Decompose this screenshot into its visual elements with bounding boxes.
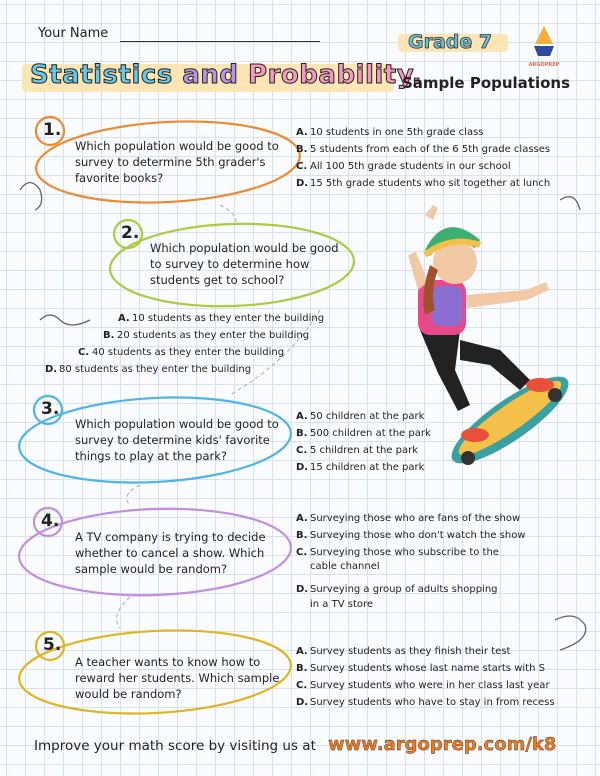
question-number: 5. [43,635,62,655]
your-name-label: Your Name [38,26,109,41]
option-d[interactable]: D. 80 students as they enter the building [45,364,252,375]
question-text: A TV company is trying to decide whether to cancel a show. Which sample would be random? [75,530,266,576]
question-text: Which population would be good to survey to determine kids' favorite things to play at the park? [75,417,279,463]
option-b[interactable]: B. 20 students as they enter the building [103,330,310,341]
title-word: Statistics [30,60,173,90]
question-number: 2. [121,223,140,243]
question-number: 1. [43,120,62,140]
page-subtitle: Sample Populations [402,74,571,92]
name-input-line[interactable] [120,41,320,42]
question-text: A teacher wants to know how to reward her students. Which sample would be random? [75,655,280,701]
question-number: 4. [41,511,60,531]
argoprep-logo [524,24,564,72]
option-c[interactable]: C. Survey students who were in her class last year [296,680,550,691]
answer-options-3 [296,408,431,476]
option-c[interactable]: C. Surveying those who subscribe to the cable channel [296,547,499,572]
option-a[interactable]: A. 10 students as they enter the building [118,313,325,324]
option-a[interactable]: A. Survey students as they finish their test [296,646,511,657]
page-title [30,60,422,90]
option-b[interactable]: B. 500 children at the park [296,428,431,439]
option-d[interactable]: D. 15 children at the park [296,462,425,473]
title-word: and [182,60,239,90]
answer-options-4 [296,510,546,612]
option-a[interactable]: A. 10 students in one 5th grade class [296,127,484,138]
ship-icon [531,24,557,58]
question-text: Which population would be good to survey to determine how students get to school? [150,241,339,287]
title-word: Probability. [248,60,423,90]
answer-options-1 [296,124,550,192]
option-b[interactable]: B. 5 students from each of the 6 5th grade classes [296,144,551,155]
option-a[interactable]: A. Surveying those who are fans of the show [296,513,521,524]
option-b[interactable]: B. Survey students whose last name starts with S [296,663,545,674]
option-c[interactable]: C. 40 students as they enter the building [78,347,285,358]
option-d[interactable]: D. 15 5th grade students who sit together at lunch [296,178,551,189]
answer-options-5 [296,643,555,711]
option-d[interactable]: D. Survey students who have to stay in from recess [296,697,555,708]
question-text: Which population would be good to survey to determine 5th grader's favorite books? [75,139,279,185]
option-c[interactable]: C. 5 children at the park [296,445,419,456]
grade-label: Grade 7 [408,31,493,53]
skateboarder-illustration [408,205,579,477]
option-c[interactable]: C. All 100 5th grade students in our school [296,161,511,172]
footer-url-link[interactable]: www.argoprep.com/k8 [328,734,557,755]
logo-text: ARGOPREP [528,62,560,68]
option-d[interactable]: D. Surveying a group of adults shopping in a TV store [296,584,498,610]
option-a[interactable]: A. 50 children at the park [296,411,425,422]
question-number: 3. [41,399,60,419]
footer-text: Improve your math score by visiting us at [34,738,316,754]
option-b[interactable]: B. Surveying those who don't watch the show [296,530,526,541]
